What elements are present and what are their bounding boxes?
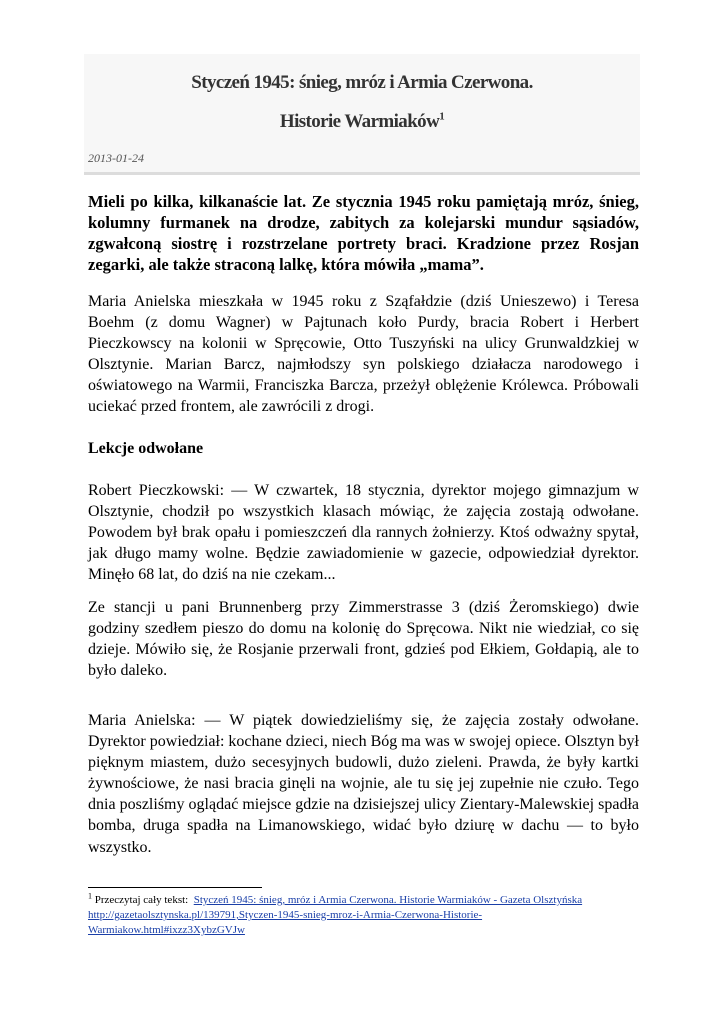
article-date: 2013-01-24 [88, 151, 144, 165]
footnote-marker: 1 [88, 891, 92, 901]
article-paragraph-2: Ze stancji u pani Brunnenberg przy Zimmerstrasse 3 (dziś Żeromskiego) dwie godziny szedłem pieszo do domu na kolonię do Spręcowa. Nikt nie wiedział, co się dzieje. Mówiło się, że Rosjanie przerwali front, gdzieś pod Ełkiem, Gołdapią, ale to było daleko. [88, 599, 639, 680]
article-subtitle [84, 111, 640, 133]
footnote-article-link[interactable]: Styczeń 1945: śnieg, mróz i Armia Czerwona. Historie Warmiaków - Gazeta Olsztyńska [193, 894, 583, 906]
footnote-prefix: Przeczytaj cały tekst: [94, 894, 189, 906]
article-lead: Mieli po kilka, kilkanaście lat. Ze stycznia 1945 roku pamiętają mróz, śnieg, kolumny furmanek na drodze, zabitych za kolejarski mundur sąsiadów, zgwałconą siostrę i rozstrzelane portrety braci. Kradzione przez Rosjan zegarki, ale także straconą lalkę, która mówiła „mama”. [88, 192, 639, 275]
footnote-reference: 1 [439, 110, 445, 123]
article-paragraph-1: Robert Pieczkowski: — W czwartek, 18 stycznia, dyrektor mojego gimnazjum w Olsztynie, chodził po wszystkich klasach mówiąc, że zajęcia zostają odwołane. Powodem był brak opału i pomieszczeń dla rannych żołnierzy. Ktoś odważny spytał, jak długo mamy wolne. Będzie zawiadomienie w gazecie, odpowiedział dyrektor. Minęło 68 lat, do dziś na nie czekam... [88, 482, 639, 584]
footnote-divider [88, 887, 262, 888]
section-heading: Lekcje odwołane [88, 440, 204, 457]
footnote-url-link[interactable]: http://gazetaolsztynska.pl/139791,Styczen-1945-snieg-mroz-i-Armia-Czerwona-Historie-Warmiakow.html#ixzz3XybzGVJw [88, 909, 483, 936]
footnote [88, 893, 608, 938]
header-divider [84, 172, 640, 175]
article-title [84, 72, 640, 94]
article-title-line1: Styczeń 1945: śnieg, mróz i Armia Czerwona. [191, 72, 533, 93]
article-intro: Maria Anielska mieszkała w 1945 roku z Sząfałdzie (dziś Unieszewo) i Teresa Boehm (z domu Wagner) w Pajtunach koło Purdy, bracia Robert i Herbert Pieczkowscy na kolonii w Spręcowie, Otto Tuszyński na ulicy Grunwaldzkiej w Olsztynie. Marian Barcz, najmłodszy syn polskiego działacza narodowego i oświatowego na Warmii, Franciszka Barcza, przeżył oblężenie Królewca. Próbowali uciekać przed frontem, ale zawrócili z drogi. [88, 293, 639, 416]
article-title-line2: Historie Warmiaków [279, 111, 440, 132]
article-paragraph-3: Maria Anielska: — W piątek dowiedzieliśmy się, że zajęcia zostały odwołane. Dyrektor powiedział: kochane dzieci, niech Bóg ma was w swojej opiece. Olsztyn był pięknym miastem, dużo secesyjnych budowli, dużo zieleni. Prawda, że były kartki żywnościowe, że nasi bracia ginęli na wojnie, ale tu się jej zupełnie nie czuło. Tego dnia poszliśmy oglądać miejsce gdzie na dzisiejszej ulicy Zientary-Malewskiej spadła bomba, druga spadła na Limanowskiego, widać było dziurę w dachu — to było wszystko. [88, 712, 639, 856]
